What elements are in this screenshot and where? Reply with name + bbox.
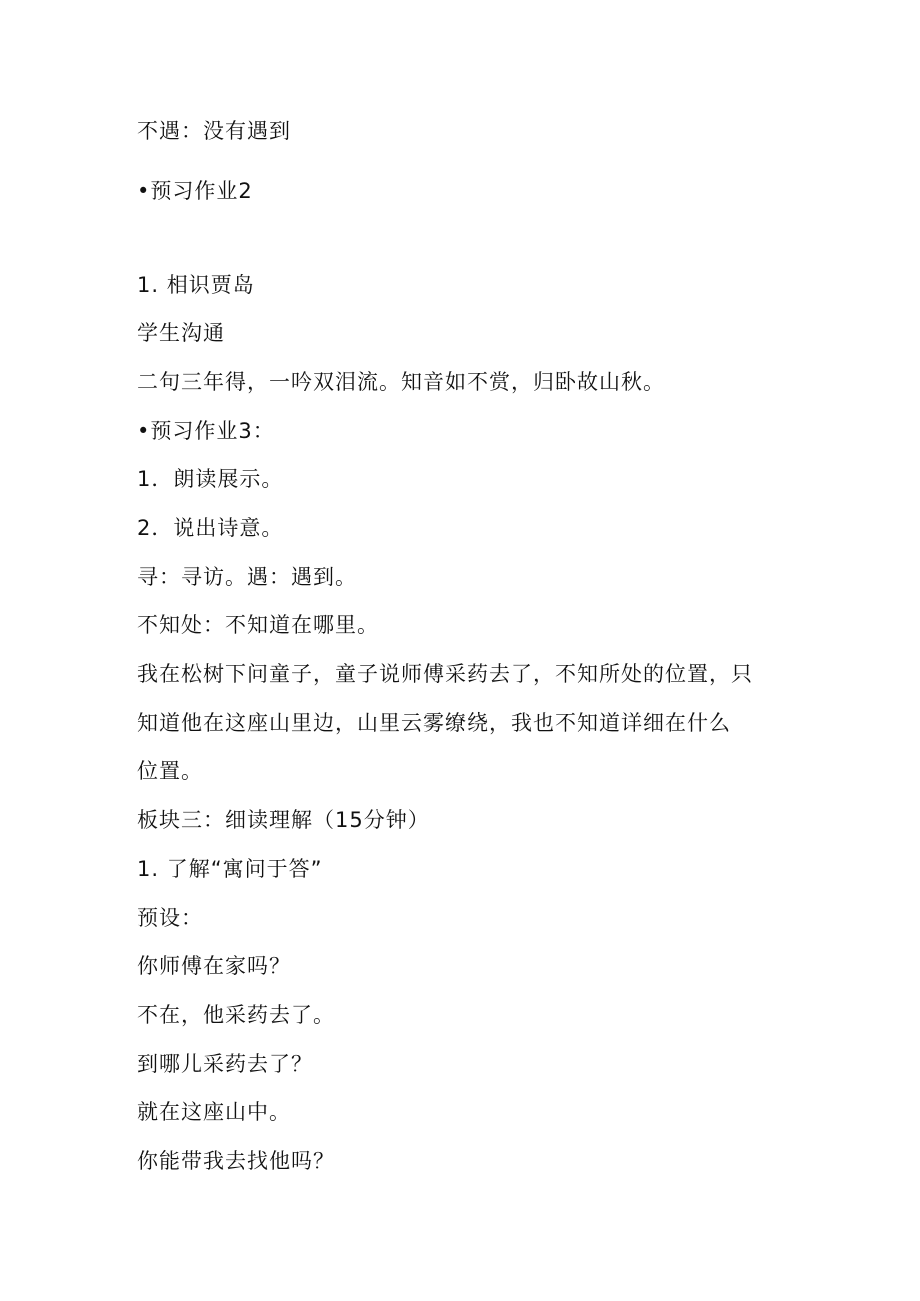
poem-quote: 二句三年得，一吟双泪流。知音如不赏，归卧故山秋。: [137, 370, 665, 394]
dialogue-line-4: 就在这座山中。: [137, 1100, 291, 1124]
paragraph-student-communication: 学生沟通: [137, 321, 225, 345]
dialogue-line-1: 你师傅在家吗？: [137, 954, 291, 978]
definition-xun-yu: 寻：寻访。遇：遇到。: [137, 565, 357, 589]
section-heading-block-3: 板块三：细读理解（15分钟）: [137, 808, 430, 832]
translation-line-1: 我在松树下问童子，童子说师傅采药去了，不知所处的位置，只: [137, 662, 753, 686]
section-heading-preview-3: •预习作业3：: [137, 419, 275, 443]
dialogue-line-3: 到哪儿采药去了？: [137, 1052, 313, 1076]
dialogue-line-2: 不在，他采药去了。: [137, 1003, 335, 1027]
list-item-question-answer: 1. 了解“寓问于答”: [137, 857, 323, 881]
list-item-poem-meaning: 2．说出诗意。: [137, 516, 284, 540]
section-heading-preview-2: •预习作业2: [137, 179, 253, 203]
definition-buzhichu: 不知处：不知道在哪里。: [137, 613, 379, 637]
translation-line-2: 知道他在这座山里边，山里云雾缭绕，我也不知道详细在什么: [137, 711, 731, 735]
paragraph-preset: 预设：: [137, 906, 203, 930]
list-item-read-aloud: 1．朗读展示。: [137, 467, 284, 491]
translation-line-3: 位置。: [137, 759, 203, 783]
dialogue-line-5: 你能带我去找他吗？: [137, 1149, 335, 1173]
definition-buyu: 不遇：没有遇到: [137, 119, 291, 143]
list-item-know-jia-dao: 1. 相识贾岛: [137, 273, 255, 297]
